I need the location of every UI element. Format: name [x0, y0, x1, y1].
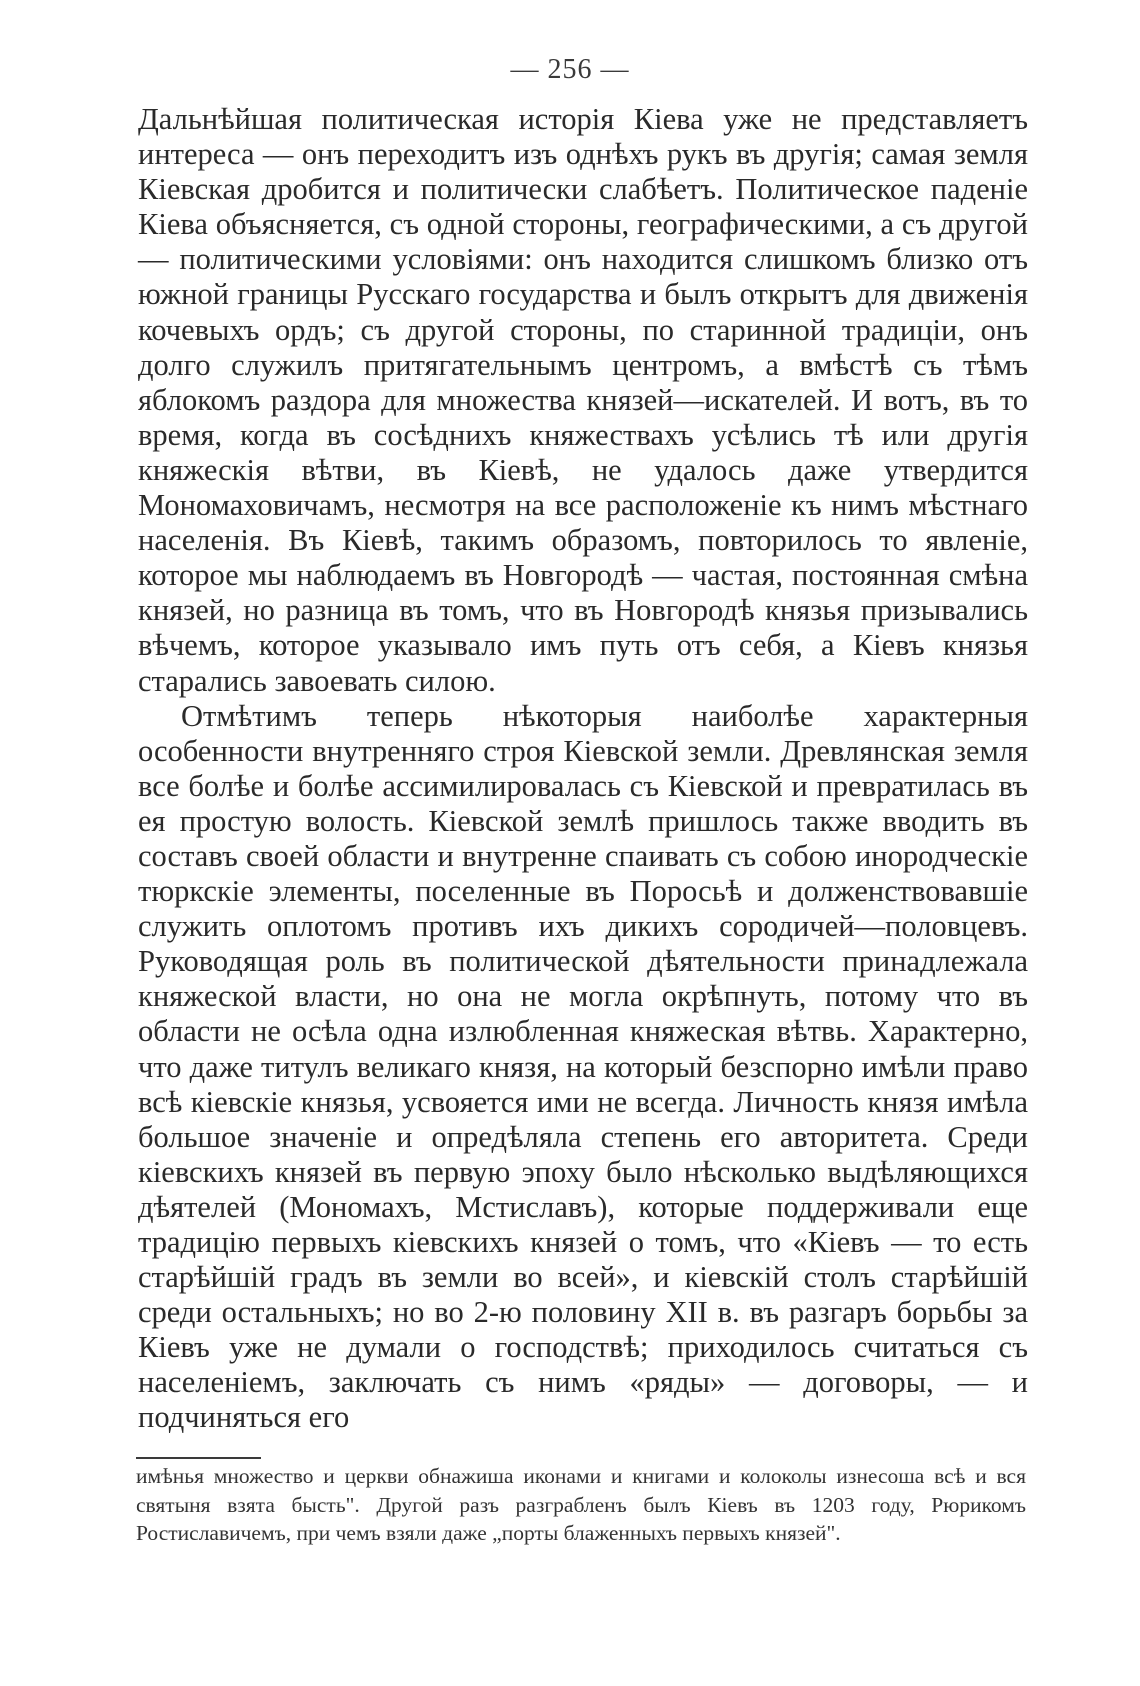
paragraph-1: Дальнѣйшая политическая исторія Кіева уже не представляетъ интереса — онъ переходитъ изъ однѣхъ рукъ въ другія; самая земля Кіевская дробится и политически слабѣетъ. Политическое паденіе Кіева объясняется, съ одной стороны, географическими, а съ другой — политическими условіями: онъ находится слишкомъ близко отъ южной границы Русскаго государства и былъ открытъ для движенія кочевыхъ ордъ; съ другой стороны, по старинной традиціи, онъ долго служилъ притягательнымъ центромъ, а вмѣстѣ съ тѣмъ яблокомъ раздора для множества князей—искателей. И вотъ, въ то время, когда въ сосѣднихъ княжествахъ усѣлись тѣ или другія княжескія вѣтви, въ Кіевѣ, не удалось даже утвердится Мономаховичамъ, несмотря на все расположеніе къ нимъ мѣстнаго населенія. Въ Кіевѣ, такимъ образомъ, повторилось то явленіе, которое мы наблюдаемъ въ Новгородѣ — частая, постоянная смѣна князей, но разница въ томъ, что въ Новгородѣ князья призывались вѣчемъ, которое указывало имъ путь отъ себя, а Кіевъ князья старались завоевать силою. [138, 102, 1028, 698]
paragraph-2: Отмѣтимъ теперь нѣкоторыя наиболѣе характерныя особенности внутренняго строя Кіевской земли. Древлянская земля все болѣе и болѣе ассимилировалась съ Кіевской и превратилась въ ея простую волость. Кіевской землѣ пришлось также вводить въ составъ своей области и внутренне спаивать съ собою инородческіе тюркскіе элементы, поселенные въ Поросьѣ и долженствовавшіе служить оплотомъ противъ ихъ дикихъ сородичей—половцевъ. Руководящая роль въ политической дѣятельности принадлежала княжеской власти, но она не могла окрѣпнуть, потому что въ области не осѣла одна излюбленная княжеская вѣтвь. Характерно, что даже титулъ великаго князя, на который безспорно имѣли право всѣ кіевскіе князья, усвояется ими не всегда. Личность князя имѣла большое значеніе и опредѣляла степень его авторитета. Среди кіевскихъ князей въ первую эпоху было нѣсколько выдѣляющихся дѣятелей (Мономахъ, Мстиславъ), которые поддерживали еще традицію первыхъ кіевскихъ князей о томъ, что «Кіевъ — то есть старѣйшій градъ въ земли во всей», и кіевскій столъ старѣйшій среди остальныхъ; но во 2-ю половину XII в. въ разгаръ борьбы за Кіевъ уже не думали о господствѣ; приходилось считаться съ населеніемъ, заключать съ нимъ «ряды» — договоры, — и подчиняться его [138, 698, 1028, 1435]
footnote-text: имѣнья множество и церкви обнажиша иконами и книгами и колоколы изнесоша всѣ и вся святыня взята бысть". Другой разъ разграбленъ былъ Кіевъ въ 1203 году, Рюрикомъ Ростиславичемъ, при чемъ взяли даже „порты блаженныхъ первыхъ князей". [136, 1464, 1026, 1545]
footnote [136, 1462, 1026, 1548]
main-text [138, 102, 1028, 1436]
footnote-divider [136, 1457, 261, 1459]
page-number: — 256 — [510, 54, 630, 85]
